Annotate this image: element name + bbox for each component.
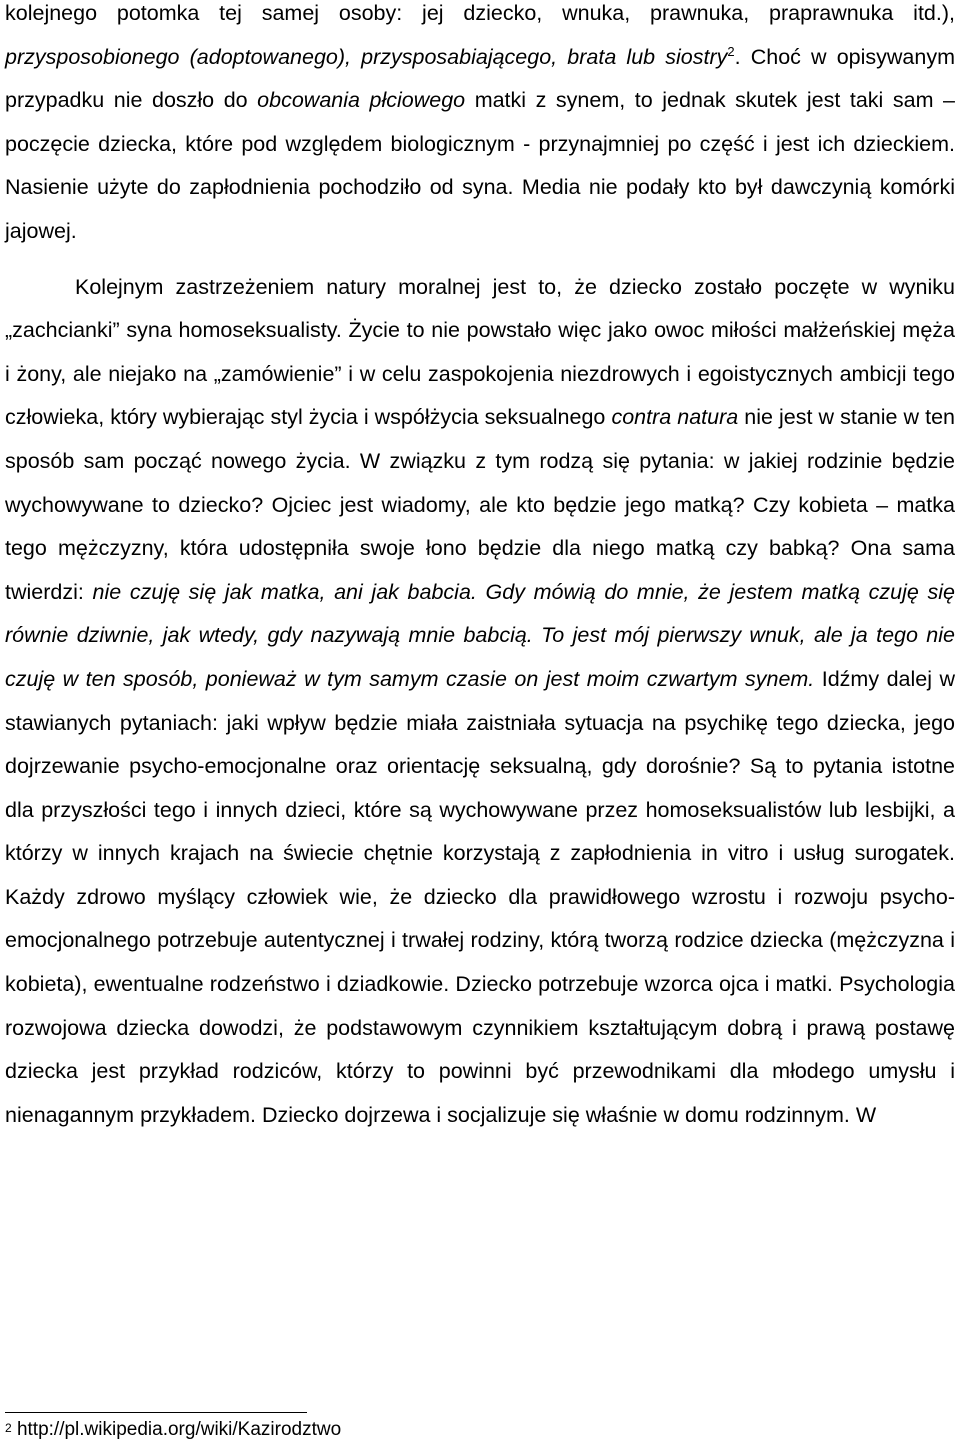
footnote [5,1418,341,1442]
text-segment-italic: przysposobionego (adoptowanego), przysposabiającego, brata lub siostry [5,44,728,69]
text-segment: nie jest w stanie w ten sposób sam począć nowego życia. W związku z tym rodzą się pytania: w jakiej rodzinie będzie wychowywane to dziecko? Ojciec jest wiadomy, ale kto będzie jego matką? Czy kobieta – matka tego mężczyzny, która udostępniła swoje łono będzie dla niego matką czy babką? Ona sama twierdzi: [5,405,955,604]
text-segment-italic: obcowania płciowego [257,88,466,113]
text-segment: Idźmy dalej w stawianych pytaniach: jaki wpływ będzie miała zaistniała sytuacja na psychikę tego dziecka, jego dojrzewanie psycho-emocjonalne oraz orientację seksualną, gdy dorośnie? Są to pytania istotne dla przyszłości tego i innych dzieci, które są wychowywane przez homoseksualistów lub lesbijki, a którzy w innych krajach na świecie chętnie korzystają z zapłodnienia in vitro i usług surogatek. Każdy zdrowo myślący człowiek wie, że dziecko dla prawidłowego wzrostu i rozwoju psycho-emocjonalnego potrzebuje autentycznej i trwałej rodziny, którą tworzą rodzice dziecka (mężczyzna i kobieta), ewentualne rodzeństwo i dziadkowie. Dziecko potrzebuje wzorca ojca i matki. Psychologia rozwojowa dziecka dowodzi, że podstawowym czynnikiem kształtującym dobrą i prawą postawę dziecka jest przykład rodziców, którzy to powinni być przewodnikami dla młodego umysłu i nienagannym przykładem. Dziecko dojrzewa i socjalizuje się właśnie w domu rodzinnym. W [5,666,955,1127]
text-segment: . Choć w opisywanym przypadku nie doszło do [5,44,955,113]
text-segment: Kolejnym zastrzeżeniem natury moralnej jest to, że dziecko zostało poczęte w wyniku „zachcianki” syna homoseksualisty. Życie to nie powstało więc jako owoc miłości małżeńskiej męża i żony, ale niejako na „zamówienie” i w celu zaspokojenia niezdrowych i egoistycznych ambicji tego człowieka, który wybierając styl życia i współżycia seksualnego [5,274,955,430]
quote-italic: nie czuję się jak matka, ani jak babcia. Gdy mówią do mnie, że jestem matką czuję się równie dziwnie, jak wtedy, gdy nazywają mnie babcią. To jest mój pierwszy wnuk, ale ja tego nie czuję w ten sposób, ponieważ w tym samym czasie on jest moim czwartym synem. [5,579,955,691]
document-body [5,0,955,1137]
footnote-link[interactable]: http://pl.wikipedia.org/wiki/Kazirodztwo [11,1419,342,1440]
footnote-reference[interactable]: 2 [727,43,735,59]
paragraph-continuation [5,0,955,254]
footnote-separator [5,1412,307,1413]
text-segment: kolejnego potomka tej samej osoby: jej dziecko, wnuka, prawnuka, praprawnuka itd.), [5,1,955,25]
paragraph-gap [5,254,955,266]
paragraph [5,266,955,1138]
footnote-number: 2 [5,1421,12,1435]
text-segment-italic: contra natura [611,405,739,430]
text-segment: matki z synem, to jednak skutek jest taki sam – poczęcie dziecka, które pod względem biologicznym - przynajmniej po część i jest ich dzieckiem. Nasienie użyte do zapłodnienia pochodziło od syna. Media nie podały kto był dawczynią komórki jajowej. [5,88,956,243]
